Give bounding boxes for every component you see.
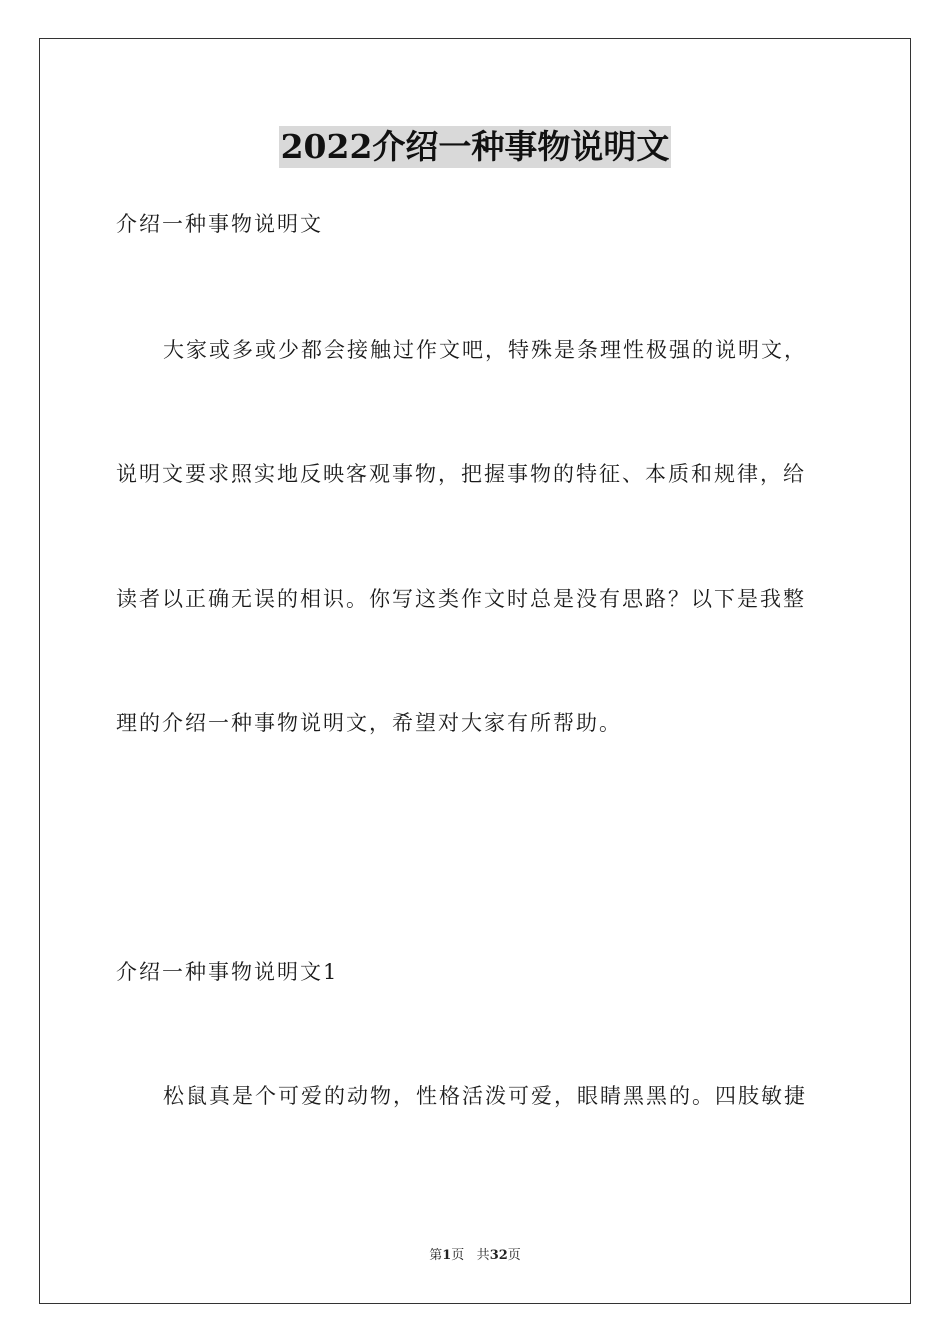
- footer-page-total: 32: [489, 1248, 508, 1263]
- document-subtitle: 介绍一种事物说明文: [116, 212, 323, 236]
- footer-page-suffix: 页: [451, 1248, 465, 1263]
- footer-page-prefix: 第: [429, 1248, 443, 1263]
- page-footer: [0, 1246, 950, 1266]
- section1-heading: 介绍一种事物说明文1: [116, 960, 339, 984]
- intro-line-2: 说明文要求照实地反映客观事物，把握事物的特征、本质和规律，给: [116, 462, 806, 486]
- footer-total-suffix: 页: [507, 1248, 521, 1263]
- section1-line-1: 松鼠真是个可爱的动物，性格活泼可爱，眼睛黑黑的。四肢敏捷: [163, 1084, 807, 1108]
- footer-page-current: 1: [442, 1248, 452, 1263]
- title-container: [0, 126, 950, 168]
- document-title: 2022介绍一种事物说明文: [280, 127, 670, 166]
- footer-total-prefix: 共: [476, 1248, 490, 1263]
- intro-line-1: 大家或多或少都会接触过作文吧，特殊是条理性极强的说明文，: [163, 338, 807, 362]
- intro-line-3: 读者以正确无误的相识。你写这类作文时总是没有思路？以下是我整: [116, 587, 806, 611]
- intro-line-4: 理的介绍一种事物说明文，希望对大家有所帮助。: [116, 711, 622, 735]
